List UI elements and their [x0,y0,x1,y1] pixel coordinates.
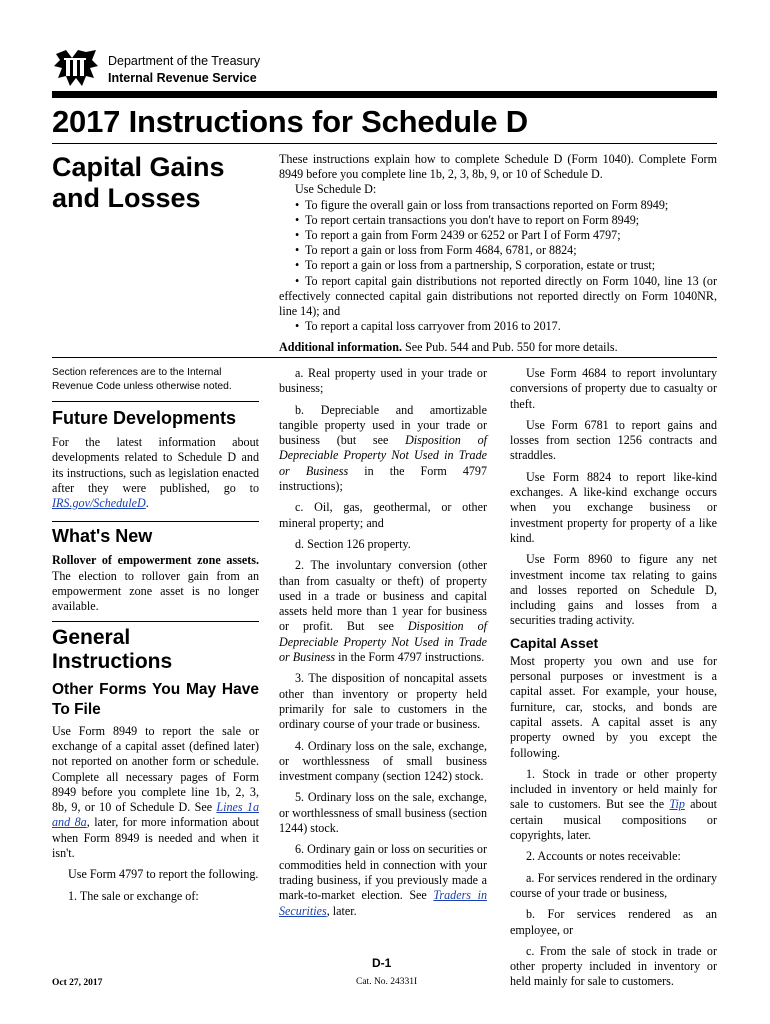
column-2 [279,366,487,925]
column-3 [510,366,717,996]
list-item: b. For services rendered as an employee, or [510,907,717,937]
use-list-item: • To report a capital loss carryover from 2016 to 2017. [295,319,561,334]
dept-name: Department of the Treasury [108,54,261,68]
general-instructions-heading: General Instructions [52,625,173,673]
form-8824-paragraph: Use Form 8824 to report like-kind exchanges. A like-kind exchange occurs when you exchange business or investment property for property of a like kind. [510,469,717,545]
list-item: 2. Accounts or notes receivable: [526,849,681,864]
list-item: 1. Stock in trade or other property included in inventory or held mainly for sale to customers. But see the Tip about certain musical compositions or copyrights, later. [510,766,718,843]
revision-date: Oct 27, 2017 [52,978,103,988]
traders-in-securities-link[interactable]: Traders in Securities [279,888,487,918]
section-rule [52,357,717,358]
list-item: a. Real property used in your trade or business; [279,366,487,396]
list-item: d. Section 126 property. [295,536,411,551]
list-item: 4. Ordinary loss on the sale, exchange, or worthlessness of small business investment company (section 1242) stock. [279,738,487,784]
future-developments-text: For the latest information about developments related to Schedule D and its instructions, such as legislation enacted after they were published, go to IRS.gov/ScheduleD. [52,435,259,511]
subtitle-line-1: Capital Gains [52,152,225,182]
additional-info: Additional information. See Pub. 544 and Pub. 550 for more details. [279,340,618,355]
section-references-note: Section references are to the Internal Revenue Code unless otherwise noted. [52,367,232,392]
page-title: 2017 Instructions for Schedule D [52,104,528,139]
divider [52,521,259,522]
use-list [279,198,717,335]
use-list-item: • To report capital gain distributions not reported directly on Form 1040, line 13 (or effectively connected capital gain distributions not reported directly on Form 1040NR, line 14); and [279,273,717,319]
divider [52,621,259,622]
use-list-item: • To figure the overall gain or loss from transactions reported on Form 8949; [295,197,669,212]
use-list-item: • To report a gain or loss from a partnership, S corporation, estate or trust; [295,258,656,273]
header-rule [52,91,717,98]
lines-1a-8a-link[interactable]: Lines 1a and 8a [52,800,259,830]
document-subtitle [52,152,225,214]
use-list-item: • To report certain transactions you don't have to report on Form 8949; [295,212,640,227]
other-forms-heading: Other Forms You May Have To File [52,680,259,718]
form-6781-paragraph: Use Form 6781 to report gains and losses from section 1256 contracts and straddles. [510,417,717,463]
list-item: b. Depreciable and amortizable tangible property used in your trade or business (but see Disposition of Depreciable Property Not Used in Trade or Business in the Form 4797 instructions); [279,402,488,494]
list-item: a. For services rendered in the ordinary course of your trade or business, [510,870,717,900]
subtitle-line-2: and Losses [52,183,201,213]
list-item: 2. The involuntary conversion (other than from casualty or theft) of property used in a trade or business and capital assets held more than 1 year for business or profit. But see Disposition of Depreciable Property Not Used in Trade or Business in the Form 4797 instructions. [279,558,487,665]
list-item: 1. The sale or exchange of: [68,888,199,903]
form-8960-paragraph: Use Form 8960 to figure any net investment income tax relating to gains and losses reported on Schedule D, including gains and losses from a securities trading activity. [510,552,717,628]
use-schedule-label: Use Schedule D: [295,182,377,197]
list-item: c. Oil, gas, geothermal, or other mineral property; and [279,500,487,530]
page-number: D-1 [372,956,392,970]
list-item: 3. The disposition of noncapital assets other than inventory or property held primarily for sale to customers in the ordinary course of your trade or business. [279,671,487,732]
list-item: c. From the sale of stock in trade or other property included in inventory or held mainly for sale to customers. [510,943,717,989]
agency-name [108,53,260,87]
intro-paragraph: These instructions explain how to complete Schedule D (Form 1040). Complete Form 8949 before you complete line 1b, 2, 3, 8b, 9, or 10 of Schedule D. [279,152,717,182]
form-8949-paragraph: Use Form 8949 to report the sale or exchange of a capital asset (defined later) not reported on another form or schedule. Complete all necessary pages of Form 8949 before you complete line 1b, 2, 3, 8b, 9, or 10 of Schedule D. See Lines 1a and 8a, later, for more information about when Form 8949 is needed and when it isn't. [52,723,259,861]
form-4797-paragraph: Use Form 4797 to report the following. [68,867,259,882]
capital-asset-paragraph: Most property you own and use for personal purposes or investment is a capital asset. For example, your house, furniture, car, stocks, and bonds are capital assets. A capital asset is any property owned by you except the following. [510,653,717,760]
whats-new-heading: What's New [52,526,153,547]
irs-name: Internal Revenue Service [108,71,257,85]
list-item: 5. Ordinary loss on the sale, exchange, or worthlessness of small business (section 1244) stock. [279,790,487,836]
future-developments-heading: Future Developments [52,408,237,428]
intro-section [279,152,717,356]
list-item: 6. Ordinary gain or loss on securities or commodities held in connection with your trading business, if you previously made a mark-to-market election. See Traders in Securities, later. [279,842,487,918]
form-4684-paragraph: Use Form 4684 to report involuntary conversions of property due to casualty or theft. [510,366,717,411]
title-rule [52,143,717,144]
rollover-paragraph: Rollover of empowerment zone assets. The election to rollover gain from an empowerment zone asset is no longer available. [52,553,259,614]
irs-eagle-logo [52,48,100,88]
use-list-item: • To report a gain or loss from Form 4684, 6781, or 8824; [295,243,577,258]
catalog-number: Cat. No. 24331I [356,977,418,987]
divider [52,401,259,402]
use-list-item: • To report a gain from Form 2439 or 6252 or Part I of Form 4797; [295,228,621,243]
irs-schedule-d-link[interactable]: IRS.gov/ScheduleD [52,496,146,511]
capital-asset-heading: Capital Asset [510,634,599,651]
column-1 [52,366,259,910]
tip-link[interactable]: Tip [669,797,685,812]
